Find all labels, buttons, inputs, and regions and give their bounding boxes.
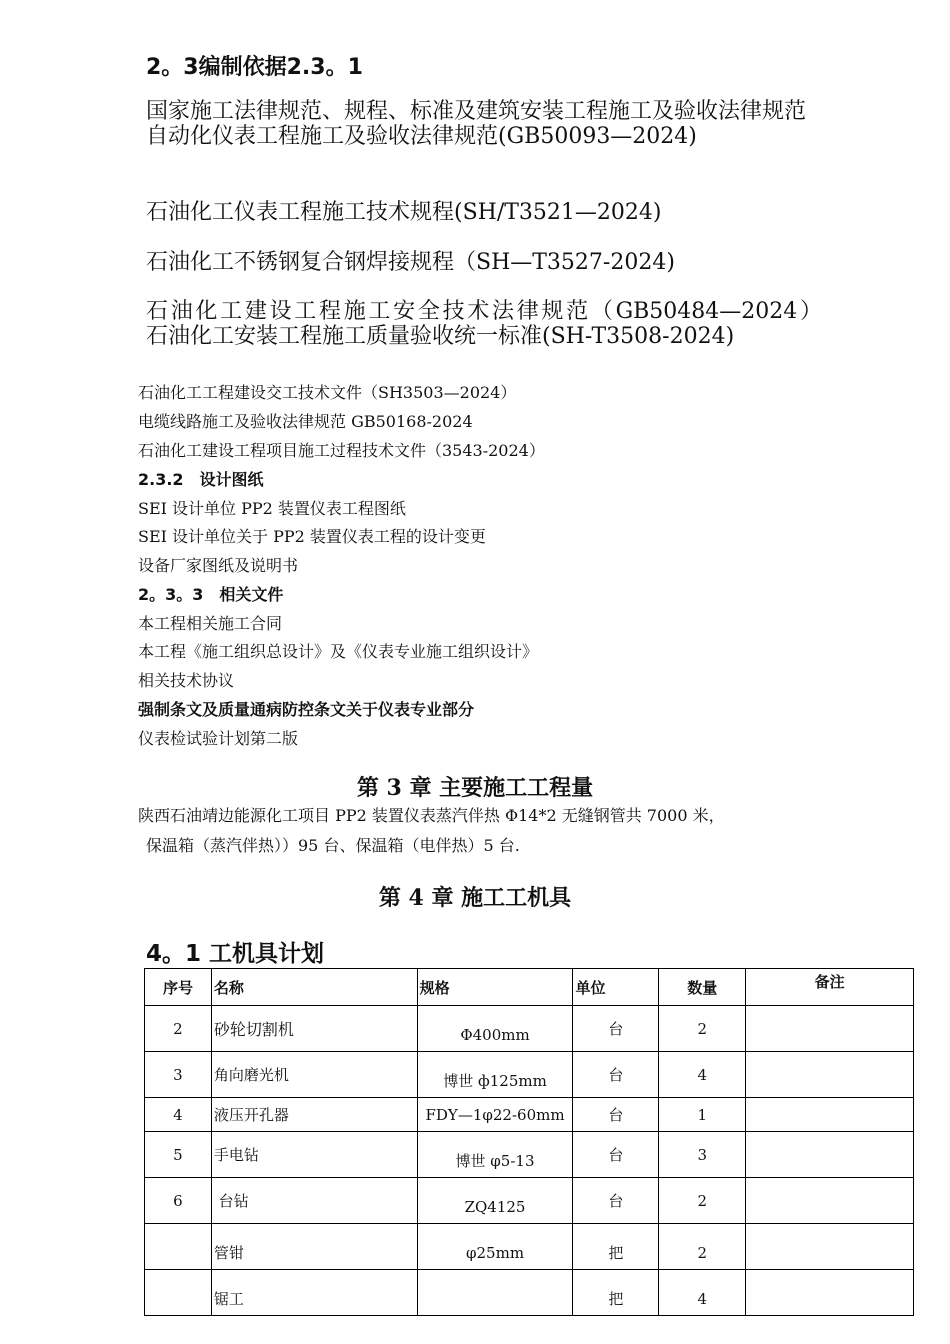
design-doc-item: 设备厂家图纸及说明书 [138, 556, 299, 575]
table-row [145, 1224, 914, 1270]
header-cell: 名称 [211, 969, 417, 1006]
cell-no: 4 [145, 1098, 212, 1132]
cell-no: 3 [145, 1052, 212, 1098]
related-doc-bold-item: 强制条文及质量通病防控条文关于仪表专业部分 [138, 700, 475, 719]
cell-note [746, 1132, 914, 1178]
cell-qty: 1 [659, 1098, 746, 1132]
chapter-3-body-line: 保温箱（蒸汽伴热））95 台、保温箱（电伴热）5 台. [146, 836, 520, 855]
header-cell: 规格 [417, 969, 573, 1006]
cell-note [746, 1052, 914, 1098]
cell-name: 台钻 [211, 1178, 417, 1224]
cell-unit: 台 [573, 1178, 659, 1224]
cell-name: 管钳 [211, 1224, 417, 1270]
cell-name: 砂轮切割机 [211, 1006, 417, 1052]
cell-no: 6 [145, 1178, 212, 1224]
section-heading-2-3-2: 2.3.2 设计图纸 [138, 470, 264, 489]
section-heading-2-3-3: 2。3。3 相关文件 [138, 585, 284, 604]
cell-name: 锯工 [211, 1270, 417, 1316]
cell-unit: 台 [573, 1098, 659, 1132]
header-cell: 序号 [145, 969, 212, 1006]
design-doc-item: SEI 设计单位关于 PP2 装置仪表工程的设计变更 [138, 527, 486, 546]
cell-no: 2 [145, 1006, 212, 1052]
chapter-3-title: 第 3 章 主要施工工程量 [356, 775, 594, 801]
reference-gb50093: 国家施工法律规范、规程、标准及建筑安装工程施工及验收法律规范自动化仪表工程施工及验收法律规范(GB50093—2024) [146, 99, 807, 149]
table-row [145, 1178, 914, 1224]
cell-spec [417, 1270, 573, 1316]
header-cell: 单位 [573, 969, 659, 1006]
cell-name: 液压开孔器 [211, 1098, 417, 1132]
cell-unit: 把 [573, 1224, 659, 1270]
cell-qty: 4 [659, 1052, 746, 1098]
cell-qty: 2 [659, 1006, 746, 1052]
reference-sh-t3521: 石油化工仪表工程施工技术规程(SH/T3521—2024) [146, 200, 662, 225]
cell-unit: 把 [573, 1270, 659, 1316]
design-doc-item: SEI 设计单位 PP2 装置仪表工程图纸 [138, 499, 406, 518]
table-header-row [145, 969, 914, 1006]
related-doc-item: 仪表检试验计划第二版 [138, 729, 299, 748]
cell-qty: 3 [659, 1132, 746, 1178]
reference-3543: 石油化工建设工程项目施工过程技术文件（3543-2024） [138, 441, 545, 460]
cell-qty: 2 [659, 1178, 746, 1224]
tool-plan-table [144, 968, 914, 1316]
cell-name: 手电钻 [211, 1132, 417, 1178]
cell-spec: 博世 ф125mm [417, 1052, 573, 1098]
section-heading-2-3: 2。3编制依据2.3。1 [146, 55, 363, 80]
related-doc-item: 相关技术协议 [138, 671, 235, 690]
cell-spec: ZQ4125 [417, 1178, 573, 1224]
cell-note [746, 1224, 914, 1270]
table-row [145, 1006, 914, 1052]
cell-note [746, 1270, 914, 1316]
table-row [145, 1132, 914, 1178]
header-cell: 备注 [746, 969, 914, 1006]
section-heading-4-1: 4。1 工机具计划 [146, 941, 325, 967]
table-row [145, 1052, 914, 1098]
cell-note [746, 1098, 914, 1132]
cell-no [145, 1224, 212, 1270]
related-doc-item: 本工程《施工组织总设计》及《仪表专业施工组织设计》 [138, 642, 539, 661]
chapter-3-body-line: 陕西石油靖边能源化工项目 PP2 装置仪表蒸汽伴热 Φ14*2 无缝钢管共 7000 米， [138, 806, 725, 825]
cell-spec: Φ400mm [417, 1006, 573, 1052]
chapter-4-title: 第 4 章 施工工机具 [378, 885, 572, 911]
cell-spec: FDY—1φ22-60mm [417, 1098, 573, 1132]
cell-unit: 台 [573, 1052, 659, 1098]
cell-name: 角向磨光机 [211, 1052, 417, 1098]
reference-sh3503: 石油化工工程建设交工技术文件（SH3503—2024） [138, 383, 517, 402]
table-row [145, 1270, 914, 1316]
cell-qty: 2 [659, 1224, 746, 1270]
cell-spec: 博世 φ5-13 [417, 1132, 573, 1178]
reference-gb50168: 电缆线路施工及验收法律规范 GB50168-2024 [138, 412, 473, 431]
cell-spec: φ25mm [417, 1224, 573, 1270]
cell-no [145, 1270, 212, 1316]
related-doc-item: 本工程相关施工合同 [138, 614, 283, 633]
cell-qty: 4 [659, 1270, 746, 1316]
cell-no: 5 [145, 1132, 212, 1178]
reference-gb50484: 石油化工建设工程施工安全技术法律规范（GB50484—2024） 石油化工安装工程施工质量验收统一标准(SH-T3508-2024) [146, 299, 856, 349]
header-cell: 数量 [659, 969, 746, 1006]
cell-unit: 台 [573, 1132, 659, 1178]
table-row [145, 1098, 914, 1132]
reference-sh-t3527: 石油化工不锈钢复合钢焊接规程（SH—T3527-2024) [146, 250, 675, 275]
cell-note [746, 1006, 914, 1052]
cell-unit: 台 [573, 1006, 659, 1052]
cell-note [746, 1178, 914, 1224]
